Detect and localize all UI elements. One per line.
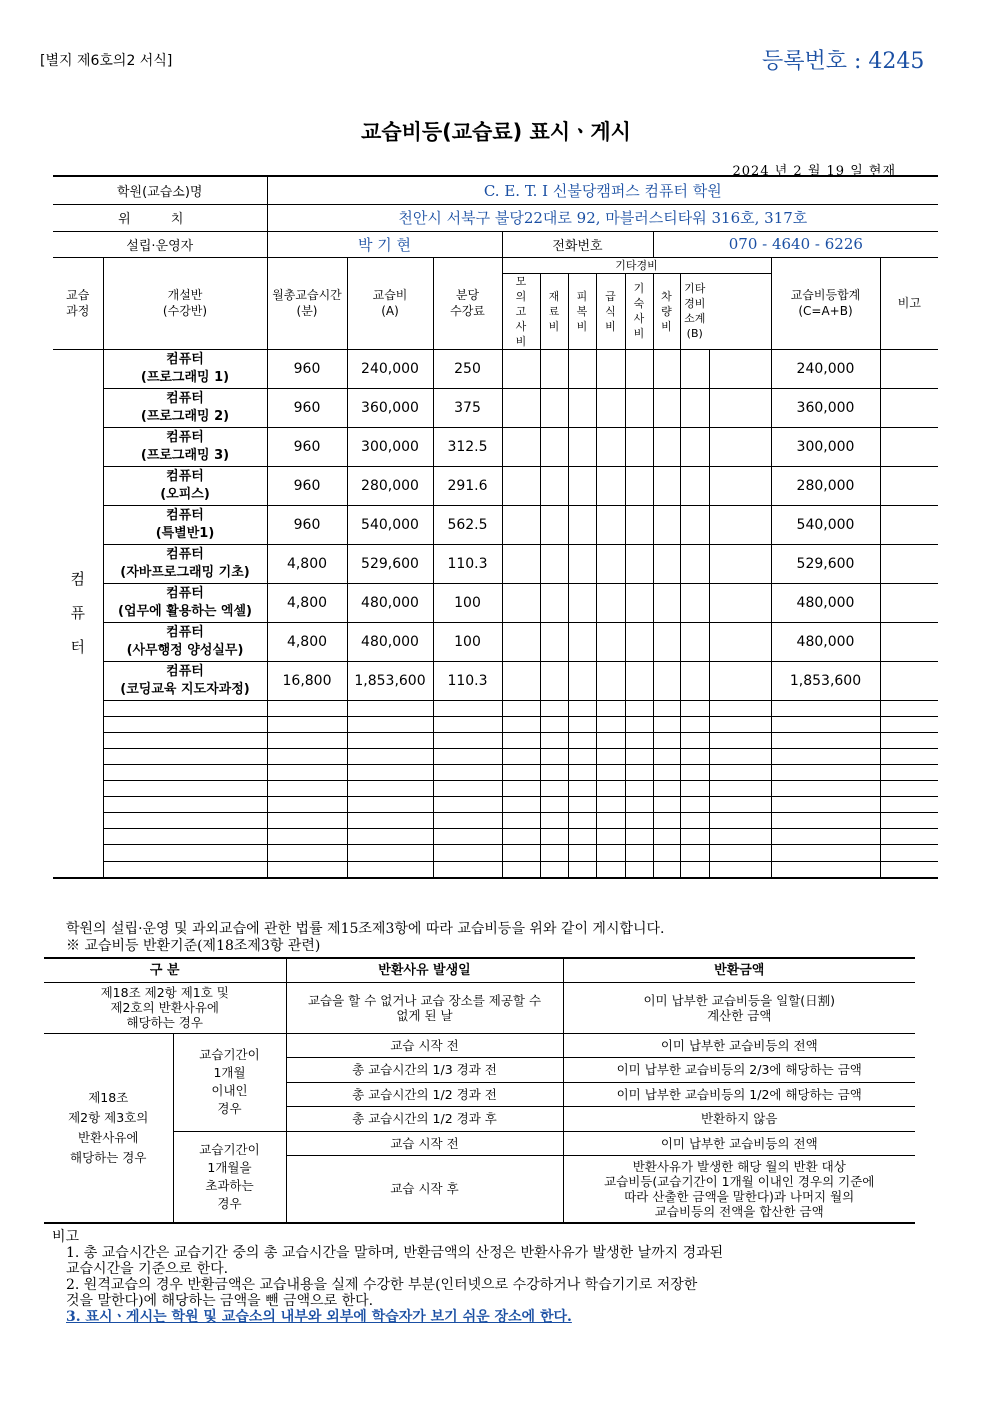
class-name: 컴퓨터 (자바프로그래밍 기초)	[103, 544, 267, 583]
within-month-label: 교습기간이 1개월 이내인 경우	[173, 1033, 286, 1131]
location-value: 천안시 서북구 불당22대로 92, 마블러스티타워 316호, 317호	[267, 204, 938, 231]
posting-statement: 학원의 설립·운영 및 과외교습에 관한 법률 제15조제3항에 따라 교습비등을 위와 같이 게시합니다.	[66, 921, 665, 937]
note-2: 2. 원격교습의 경우 반환금액은 교습내용을 실제 수강한 부분(인터넷으로 수강하거나 학습기기로 저장한 것을 말한다)에 해당하는 금액을 뺀 금액으로 한다.	[66, 1277, 698, 1309]
tuition: 360,000	[347, 388, 433, 427]
per-minute: 110.3	[433, 661, 502, 700]
table-row	[53, 427, 938, 466]
minutes: 960	[267, 349, 347, 388]
empty-row	[53, 748, 938, 764]
class-name: 컴퓨터 (프로그래밍 3)	[103, 427, 267, 466]
academy-name-row	[53, 176, 938, 204]
refund-col-amount: 반환금액	[563, 958, 915, 982]
course-field-value: 컴 퓨 터	[53, 349, 103, 878]
refund-amount: 반환사유가 발생한 해당 월의 반환 대상 교습비등(교습기간이 1개월 이내인 경우의 기준에 따라 산출한 금액을 말한다)과 나머지 월의 교습비등의 전액을 합산한 금액	[563, 1155, 915, 1223]
class-name: 컴퓨터 (프로그래밍 2)	[103, 388, 267, 427]
tuition: 480,000	[347, 622, 433, 661]
refund-amount: 이미 납부한 교습비등의 전액	[563, 1033, 915, 1057]
minutes: 4,800	[267, 583, 347, 622]
refund-col-reason: 반환사유 발생일	[286, 958, 563, 982]
empty-row	[53, 764, 938, 780]
minutes: 960	[267, 505, 347, 544]
refund-amount: 이미 납부한 교습비등의 전액	[563, 1131, 915, 1155]
class-name: 컴퓨터 (특별반1)	[103, 505, 267, 544]
table-row	[53, 388, 938, 427]
col-dorm: 기 숙 사 비	[625, 273, 653, 349]
table-row	[53, 622, 938, 661]
empty-row	[53, 861, 938, 878]
col-clothing: 피 복 비	[568, 273, 596, 349]
total: 529,600	[771, 544, 880, 583]
minutes: 4,800	[267, 544, 347, 583]
total: 480,000	[771, 583, 880, 622]
refund-reason: 총 교습시간의 1/3 경과 전	[286, 1057, 563, 1082]
refund-reason: 교습 시작 전	[286, 1131, 563, 1155]
col-materials: 재 료 비	[540, 273, 568, 349]
refund-title: ※ 교습비등 반환기준(제18조제3항 관련)	[66, 938, 321, 954]
empty-row	[53, 796, 938, 812]
tuition: 480,000	[347, 583, 433, 622]
tuition-table	[53, 175, 938, 879]
notes	[52, 1229, 922, 1325]
empty-row	[53, 716, 938, 732]
refund-header-row	[44, 958, 915, 982]
operator-label: 설립·운영자	[53, 231, 267, 257]
refund-reason: 교습 시작 후	[286, 1155, 563, 1223]
refund-row	[44, 1033, 915, 1057]
refund-amount: 이미 납부한 교습비등의 1/2에 해당하는 금액	[563, 1082, 915, 1106]
col-class-name: 개설반 (수강반)	[103, 257, 267, 349]
table-row	[53, 661, 938, 700]
per-minute: 562.5	[433, 505, 502, 544]
refund-row	[44, 1131, 915, 1155]
total: 1,853,600	[771, 661, 880, 700]
per-minute: 250	[433, 349, 502, 388]
tuition: 529,600	[347, 544, 433, 583]
minutes: 960	[267, 466, 347, 505]
col-other-fees: 기타경비	[502, 257, 771, 273]
total: 300,000	[771, 427, 880, 466]
date-line: 2024 년 2 월 19 일 현재	[732, 164, 896, 179]
refund-reason: 총 교습시간의 1/2 경과 후	[286, 1106, 563, 1131]
total: 360,000	[771, 388, 880, 427]
location-label: 위 치	[53, 204, 267, 231]
per-minute: 375	[433, 388, 502, 427]
minutes: 960	[267, 388, 347, 427]
header-row-1	[53, 257, 938, 273]
table-row	[53, 466, 938, 505]
class-name: 컴퓨터 (사무행정 양성실무)	[103, 622, 267, 661]
refund-table	[44, 957, 915, 1224]
notes-heading: 비고	[52, 1229, 80, 1245]
minutes: 16,800	[267, 661, 347, 700]
col-tuition: 교습비 (A)	[347, 257, 433, 349]
per-minute: 100	[433, 622, 502, 661]
col-meals: 급 식 비	[596, 273, 625, 349]
registration-number: 등록번호 : 4245	[762, 49, 925, 74]
empty-row	[53, 780, 938, 796]
per-minute: 312.5	[433, 427, 502, 466]
total: 240,000	[771, 349, 880, 388]
form-label: [별지 제6호의2 서식]	[40, 53, 173, 69]
refund-row2-category: 제18조 제2항 제3호의 반환사유에 해당하는 경우	[44, 1033, 173, 1223]
document-title: 교습비등(교습료) 표시ㆍ게시	[361, 120, 631, 144]
empty-row	[53, 828, 938, 844]
table-row	[53, 505, 938, 544]
refund-reason: 총 교습시간의 1/2 경과 전	[286, 1082, 563, 1106]
empty-row	[53, 700, 938, 716]
col-per-minute: 분당 수강료	[433, 257, 502, 349]
refund-col-category: 구 분	[44, 958, 286, 982]
class-name: 컴퓨터 (업무에 활용하는 엑셀)	[103, 583, 267, 622]
col-other-subtotal: 기타경비 소계 (B)	[680, 273, 709, 349]
refund-reason: 교습 시작 전	[286, 1033, 563, 1057]
tuition: 540,000	[347, 505, 433, 544]
empty-row	[53, 732, 938, 748]
col-mock-exam: 모 의 고 사 비	[502, 273, 540, 349]
academy-name-label: 학원(교습소)명	[53, 176, 267, 204]
tuition: 300,000	[347, 427, 433, 466]
col-course-field: 교습 과정	[53, 257, 103, 349]
tuition: 280,000	[347, 466, 433, 505]
tuition: 1,853,600	[347, 661, 433, 700]
empty-row	[53, 812, 938, 828]
total: 540,000	[771, 505, 880, 544]
table-row	[53, 583, 938, 622]
refund-row1-reason: 교습을 할 수 없거나 교습 장소를 제공할 수 없게 된 날	[286, 982, 563, 1033]
table-row	[53, 349, 938, 388]
note-1: 1. 총 교습시간은 교습기간 중의 총 교습시간을 말하며, 반환금액의 산정은 반환사유가 발생한 날까지 경과된 교습시간을 기준으로 한다.	[66, 1245, 724, 1277]
class-name: 컴퓨터 (코딩교육 지도자과정)	[103, 661, 267, 700]
total: 480,000	[771, 622, 880, 661]
col-total: 교습비등합계 (C=A+B)	[771, 257, 880, 349]
note-3: 3. 표시ㆍ게시는 학원 및 교습소의 내부와 외부에 학습자가 보기 쉬운 장소에 한다.	[66, 1309, 572, 1325]
minutes: 960	[267, 427, 347, 466]
academy-name-value: C. E. T. I 신불당캠퍼스 컴퓨터 학원	[267, 176, 938, 204]
per-minute: 110.3	[433, 544, 502, 583]
class-name: 컴퓨터 (프로그래밍 1)	[103, 349, 267, 388]
operator-row	[53, 231, 938, 257]
col-vehicle: 차 량 비	[653, 273, 680, 349]
location-row	[53, 204, 938, 231]
per-minute: 100	[433, 583, 502, 622]
minutes: 4,800	[267, 622, 347, 661]
refund-amount: 반환하지 않음	[563, 1106, 915, 1131]
phone-value: 070 - 4640 - 6226	[653, 231, 938, 257]
operator-value: 박 기 현	[267, 231, 502, 257]
col-monthly-minutes: 월총교습시간 (분)	[267, 257, 347, 349]
total: 280,000	[771, 466, 880, 505]
class-name: 컴퓨터 (오피스)	[103, 466, 267, 505]
empty-row	[53, 844, 938, 861]
refund-row1-amount: 이미 납부한 교습비등을 일할(日割) 계산한 금액	[563, 982, 915, 1033]
col-remarks: 비고	[880, 257, 938, 349]
per-minute: 291.6	[433, 466, 502, 505]
refund-amount: 이미 납부한 교습비등의 2/3에 해당하는 금액	[563, 1057, 915, 1082]
tuition: 240,000	[347, 349, 433, 388]
refund-row	[44, 982, 915, 1033]
beyond-month-label: 교습기간이 1개월을 초과하는 경우	[173, 1131, 286, 1223]
refund-row1-category: 제18조 제2항 제1호 및 제2호의 반환사유에 해당하는 경우	[44, 982, 286, 1033]
table-row	[53, 544, 938, 583]
phone-label: 전화번호	[502, 231, 653, 257]
